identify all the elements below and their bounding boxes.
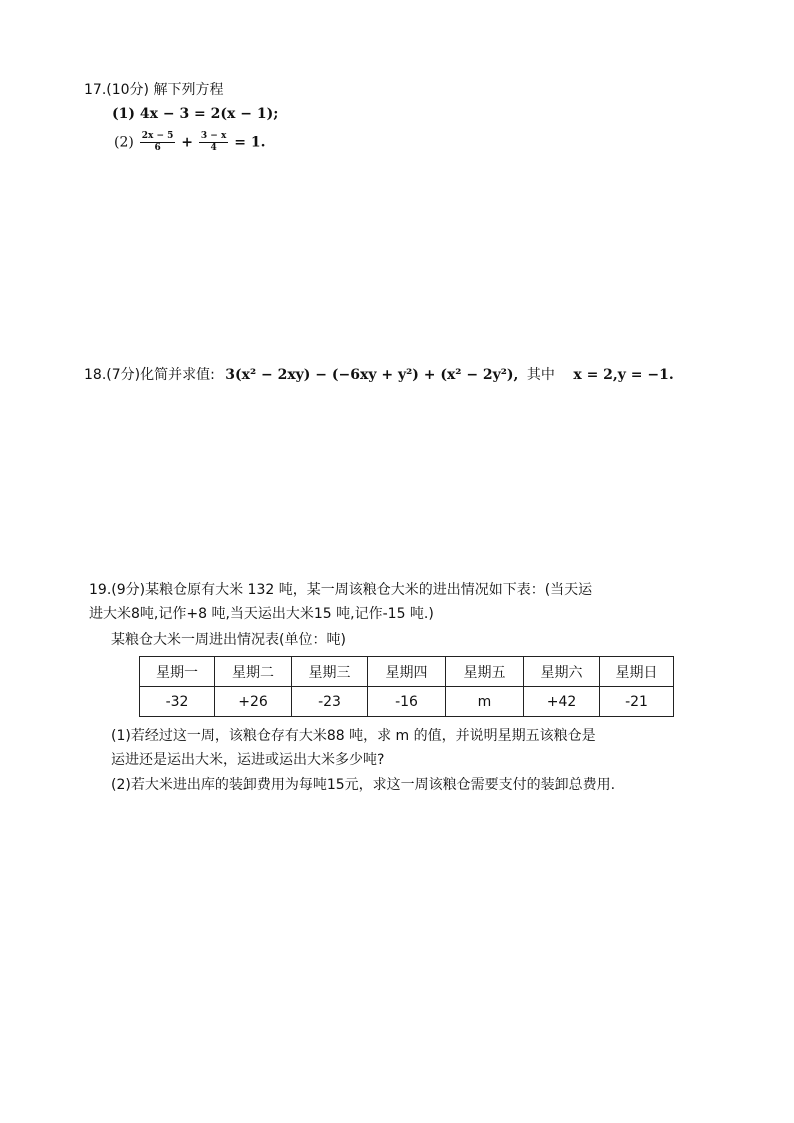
q17-fraction-1 [140,131,176,154]
q18-heading: 18.(7分)化简并求值: [84,367,215,383]
q19-sub1-line1: (1)若经过这一周，该粮仓存有大米88 吨，求 m 的值，并说明星期五该粮仓是 [111,728,596,744]
q17-part1-equation: 4x − 3 = 2(x − 1); [139,106,279,122]
table-header-cell: 星期五 [446,657,524,687]
table-header-cell: 星期四 [368,657,446,687]
q17-fraction-2-denominator: 4 [210,143,217,153]
q18-line [84,364,674,384]
q19-table-caption: 某粮仓大米一周进出情况表(单位：吨) [111,632,346,648]
grain-table [139,656,674,717]
table-header-cell: 星期二 [215,657,292,687]
q17-part2-label: (2) [114,134,134,151]
table-value-cell: +42 [524,687,600,717]
grain-table-header-row [140,657,674,687]
q19-text-line1: 19.(9分)某粮仓原有大米 132 吨，某一周该粮仓大米的进出情况如下表：(当天运 [89,582,593,598]
table-header-cell: 星期日 [600,657,674,687]
q18-values: x = 2,y = −1. [573,367,674,383]
q19-sub1-line2: 运进还是运出大米，运进或运出大米多少吨? [111,752,385,768]
q17-fraction-1-denominator: 6 [154,143,161,153]
q17-part1-label: (1) [112,106,135,122]
q17-fraction-2-numerator: 3 − x [200,131,227,141]
table-value-cell: m [446,687,524,717]
table-header-cell: 星期六 [524,657,600,687]
table-value-cell: +26 [215,687,292,717]
table-value-cell: -16 [368,687,446,717]
q18-where-label: 其中 [526,367,555,383]
grain-table-value-row [140,687,674,717]
table-header-cell: 星期一 [140,657,215,687]
q19-text-line2: 进大米8吨,记作+8 吨,当天运出大米15 吨,记作-15 吨.) [89,606,434,622]
q17-heading: 17.(10分) 解下列方程 [84,82,224,98]
q17-fraction-1-numerator: 2x − 5 [141,131,174,141]
q19-sub2: (2)若大米进出库的装卸费用为每吨15元，求这一周该粮仓需要支付的装卸总费用. [111,777,616,793]
table-value-cell: -32 [140,687,215,717]
table-header-cell: 星期三 [292,657,368,687]
q17-part2 [114,131,265,154]
q18-expression: 3(x² − 2xy) − (−6xy + y²) + (x² − 2y²), [225,367,519,383]
q17-part1 [112,106,278,122]
table-value-cell: -23 [292,687,368,717]
q17-part2-rhs: = 1. [234,134,266,151]
q17-plus-sign: + [181,134,194,151]
q17-fraction-2 [199,131,228,154]
table-value-cell: -21 [600,687,674,717]
